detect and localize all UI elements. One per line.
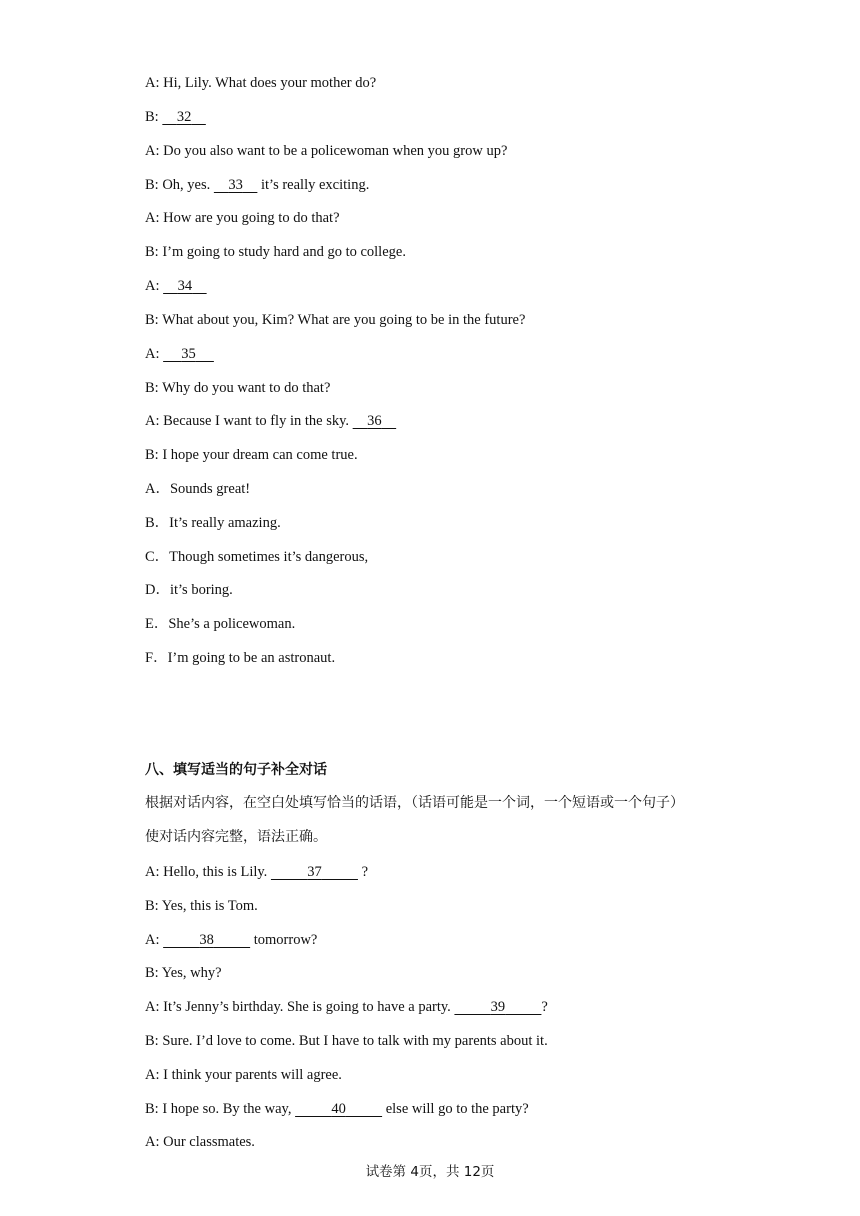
dialogue-text: B: Yes, why? (145, 965, 222, 981)
page-footer: 试卷第 4页，共 12页 (365, 1164, 495, 1180)
dialogue-line (145, 344, 214, 364)
dialogue-line (145, 141, 507, 161)
option-item: B．It’s really amazing. (145, 515, 281, 531)
dialogue-text: A: It’s Jenny’s birthday. She is going to have a party. (145, 999, 455, 1015)
dialogue-text: else will go to the party? (382, 1101, 529, 1117)
dialogue-text: B: I hope your dream can come true. (145, 447, 358, 463)
dialogue-line (145, 862, 368, 882)
dialogue-line (145, 276, 207, 296)
dialogue-text: B: Why do you want to do that? (145, 380, 331, 396)
dialogue-line (145, 73, 376, 93)
dialogue-line (145, 445, 358, 465)
dialogue-text: ? (357, 864, 368, 880)
answer-blank-34[interactable]: 34 (177, 278, 193, 294)
dialogue-line (145, 896, 258, 916)
dialogue-text: A: Hello, this is Lily. (145, 864, 271, 880)
option-item: E．She’s a policewoman. (145, 616, 296, 632)
dialogue-line (145, 1065, 342, 1085)
answer-blank-32[interactable]: 32 (176, 109, 192, 125)
dialogue-text: A: I think your parents will agree. (145, 1067, 342, 1083)
dialogue-line (145, 930, 317, 950)
option-item: A．Sounds great! (145, 481, 251, 497)
dialogue-text: A: Hi, Lily. What does your mother do? (145, 75, 377, 91)
dialogue-line (145, 378, 330, 398)
dialogue-line (145, 242, 406, 262)
dialogue-text: ? (541, 999, 548, 1015)
dialogue-line (145, 175, 369, 195)
dialogue-text: A: (145, 346, 164, 362)
answer-blank-38[interactable]: 38 (199, 932, 214, 948)
section-instruction: 根据对话内容，在空白处填写恰当的话语，（话语可能是一个词，一个短语或一个句子） (145, 795, 684, 811)
dialogue-line (145, 411, 396, 431)
option-item: C．Though sometimes it’s dangerous, (145, 549, 369, 565)
answer-blank-33[interactable]: 33 (228, 177, 243, 193)
answer-blank-40[interactable]: 40 (331, 1101, 346, 1117)
dialogue-text: B: Yes, this is Tom. (145, 898, 258, 914)
dialogue-text: B: I’m going to study hard and go to college. (145, 244, 406, 260)
option-item: F．I’m going to be an astronaut. (145, 650, 336, 666)
dialogue-text: A: How are you going to do that? (145, 210, 340, 226)
dialogue-line (145, 963, 222, 983)
section-title: 八、填写适当的句子补全对话 (145, 762, 327, 778)
answer-blank-36[interactable]: 36 (367, 413, 382, 429)
dialogue-line (145, 1132, 255, 1152)
dialogue-text: A: Because I want to fly in the sky. (145, 413, 353, 429)
dialogue-line (145, 310, 525, 330)
dialogue-text: A: (145, 278, 164, 294)
dialogue-text: B: I hope so. By the way, (145, 1101, 296, 1117)
dialogue-text: tomorrow? (250, 932, 318, 948)
dialogue-line (145, 997, 548, 1017)
dialogue-line (145, 107, 206, 127)
dialogue-text: B: Oh, yes. (145, 177, 214, 193)
dialogue-text: B: (145, 109, 163, 125)
dialogue-line (145, 208, 340, 228)
dialogue-line (145, 1099, 529, 1119)
section-instruction: 使对话内容完整，语法正确。 (145, 829, 327, 845)
answer-blank-37[interactable]: 37 (307, 864, 322, 880)
dialogue-text: A: (145, 932, 164, 948)
dialogue-text: A: Our classmates. (145, 1134, 255, 1150)
answer-blank-35[interactable]: 35 (181, 346, 196, 362)
dialogue-text: it’s really exciting. (257, 177, 370, 193)
option-item: D．it’s boring. (145, 582, 233, 598)
dialogue-text: B: What about you, Kim? What are you going to be in the future? (145, 312, 526, 328)
dialogue-text: B: Sure. I’d love to come. But I have to talk with my parents about it. (145, 1033, 548, 1049)
dialogue-text: A: Do you also want to be a policewoman when you grow up? (145, 143, 508, 159)
answer-blank-39[interactable]: 39 (490, 999, 506, 1015)
dialogue-line (145, 1031, 548, 1051)
